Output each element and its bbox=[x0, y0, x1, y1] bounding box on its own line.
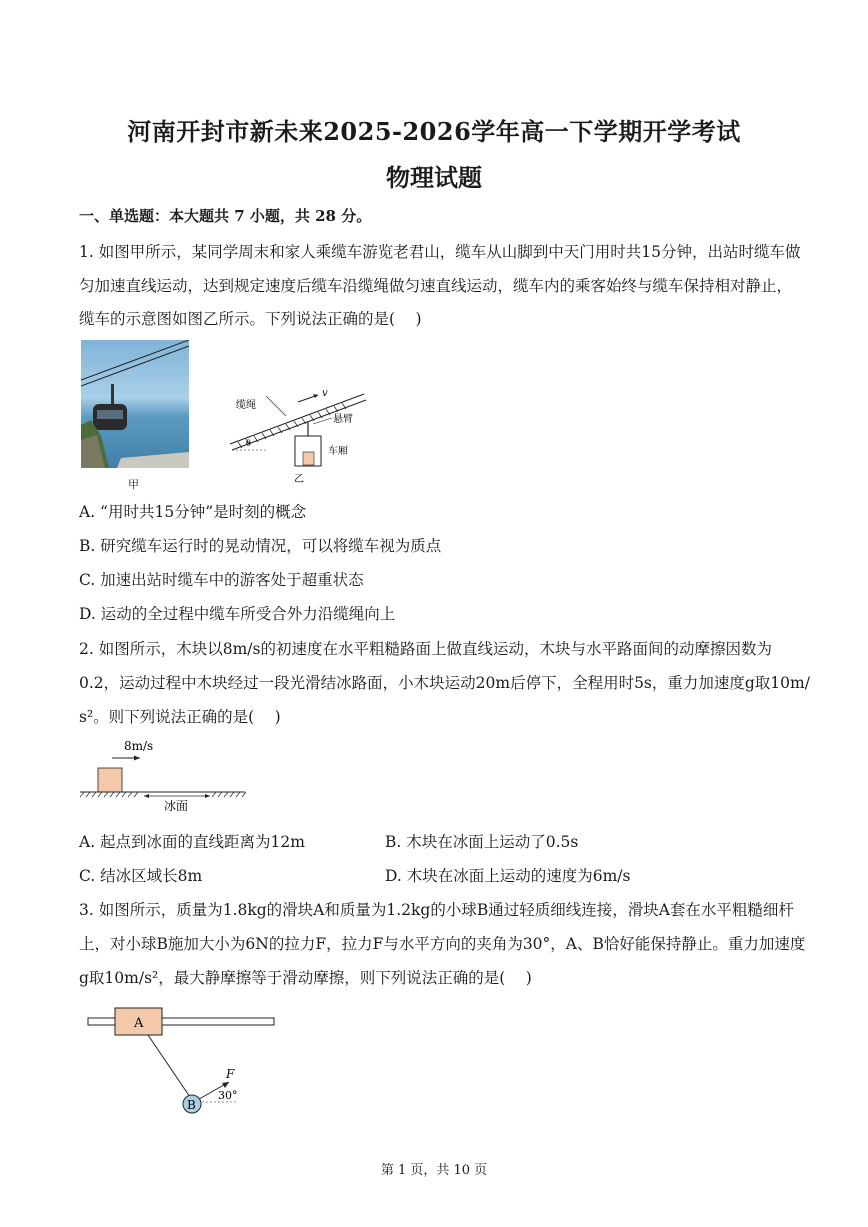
speed-label: 8m/s bbox=[124, 739, 154, 753]
exam-subject: 物理试题 bbox=[386, 163, 482, 192]
theta-label: θ bbox=[246, 439, 251, 448]
q3-text-line: 上，对小球B施加大小为6N的拉力F，拉力F与水平方向的夹角为30°，A、B恰好能保持静止。重力加速度 bbox=[79, 935, 806, 953]
q2-text-line: 2. 如图所示，木块以8m/s的初速度在水平粗糙路面上做直线运动，木块与水平路面间的动摩擦因数为 bbox=[79, 640, 772, 658]
arm-label: 悬臂 bbox=[333, 414, 353, 425]
section-heading: 一、单选题：本大题共 7 小题，共 28 分。 bbox=[79, 207, 372, 225]
slider-a-label: A bbox=[134, 1016, 144, 1031]
q2-text-line: s²。则下列说法正确的是( ) bbox=[79, 708, 281, 726]
q2-option-d: D. 木块在冰面上运动的速度为6m/s bbox=[385, 867, 631, 885]
velocity-label: v bbox=[322, 388, 328, 399]
q1-option-c: C. 加速出站时缆车中的游客处于超重状态 bbox=[79, 571, 364, 589]
q2-option-c: C. 结冰区域长8m bbox=[79, 867, 203, 885]
q1-text-line: 1. 如图甲所示，某同学周末和家人乘缆车游览老君山，缆车从山脚到中天门用时共15分钟，出站时缆车做 bbox=[79, 243, 801, 261]
ice-label: 冰面 bbox=[164, 799, 189, 813]
figure-label-yi: 乙 bbox=[294, 474, 304, 485]
cable-car-photo bbox=[81, 340, 189, 468]
q1-option-b: B. 研究缆车运行时的晃动情况，可以将缆车视为质点 bbox=[79, 537, 442, 555]
block-ice-diagram bbox=[80, 736, 250, 816]
q1-option-d: D. 运动的全过程中缆车所受合外力沿缆绳向上 bbox=[79, 605, 396, 623]
figure-label-jia: 甲 bbox=[128, 478, 139, 491]
cabin-label: 车厢 bbox=[328, 446, 348, 457]
q3-text-line: g取10m/s²，最大静摩擦等于滑动摩擦，则下列说法正确的是( ) bbox=[79, 969, 532, 987]
exam-title: 河南开封市新未来2025-2026学年高一下学期开学考试 bbox=[127, 117, 741, 146]
angle-label: 30° bbox=[218, 1089, 238, 1102]
q1-text-line: 缆车的示意图如图乙所示。下列说法正确的是( ) bbox=[79, 310, 422, 328]
q2-option-b: B. 木块在冰面上运动了0.5s bbox=[385, 833, 579, 851]
rope-label: 缆绳 bbox=[236, 400, 256, 411]
page-footer: 第 1 页，共 10 页 bbox=[380, 1163, 488, 1178]
ball-b-label: B bbox=[187, 1098, 196, 1112]
q2-text-line: 0.2，运动过程中木块经过一段光滑结冰路面，小木块运动20m后停下，全程用时5s，重力加速度g取10m/ bbox=[79, 674, 810, 692]
cable-car-diagram bbox=[228, 388, 378, 488]
q1-option-a: A. “用时共15分钟”是时刻的概念 bbox=[79, 503, 307, 521]
slider-ball-diagram bbox=[86, 1004, 278, 1120]
q1-text-line: 匀加速直线运动，达到规定速度后缆车沿缆绳做匀速直线运动，缆车内的乘客始终与缆车保持相对静止， bbox=[79, 277, 793, 295]
force-f-label: F bbox=[226, 1067, 235, 1081]
q3-text-line: 3. 如图所示，质量为1.8kg的滑块A和质量为1.2kg的小球B通过轻质细线连接，滑块A套在水平粗糙细杆 bbox=[79, 901, 794, 919]
q2-option-a: A. 起点到冰面的直线距离为12m bbox=[79, 833, 305, 851]
